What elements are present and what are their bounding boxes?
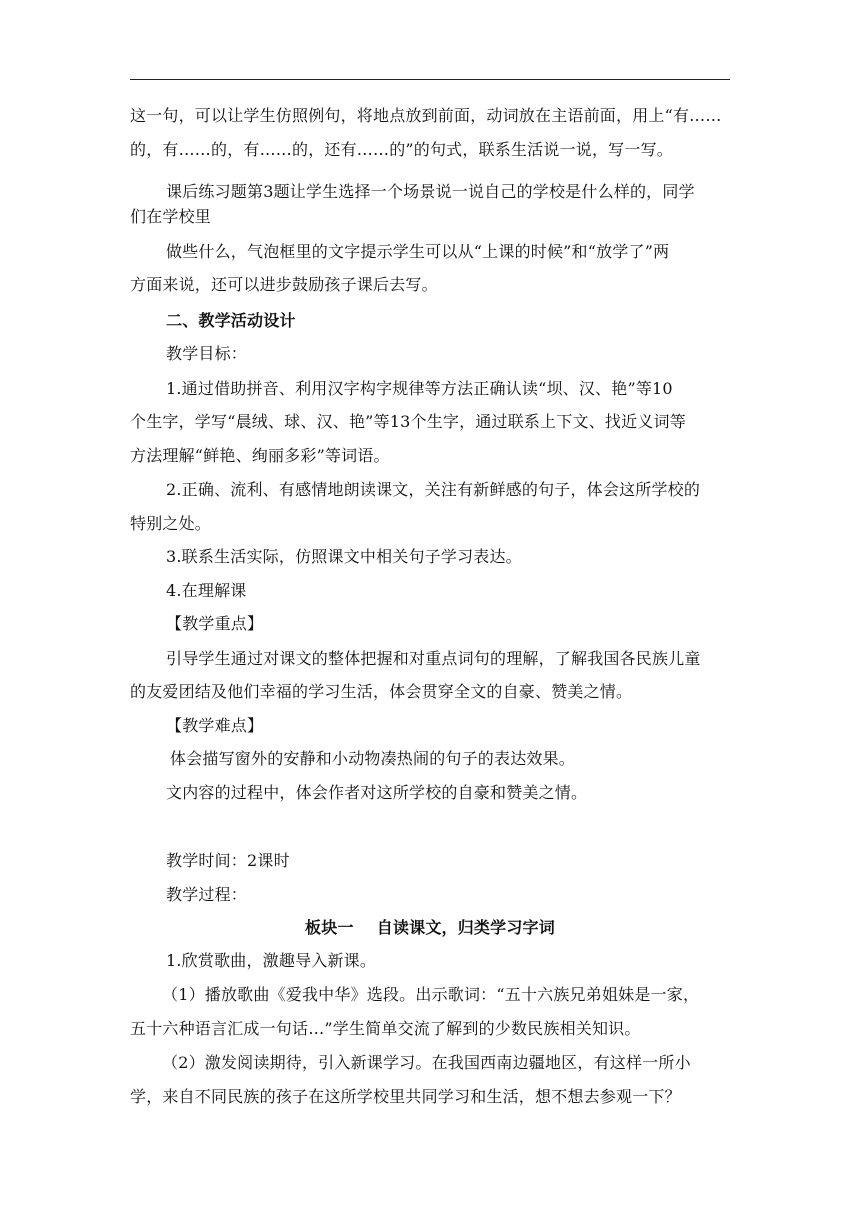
text-line: 文内容的过程中，体会作者对这所学校的自豪和赞美之情。 (166, 783, 588, 802)
text-line: 做些什么，气泡框里的文字提示学生可以从“上课的时候”和“放学了”两 (166, 242, 670, 261)
text-line: （2）激发阅读期待，引入新课学习。在我国西南边疆地区，有这样一所小 (162, 1053, 691, 1072)
text-line: 特别之处。 (130, 514, 212, 533)
block-heading: 板块一 自读课文，归类学习字词 (305, 918, 555, 937)
text-line: 1.通过借助拼音、利用汉字构字规律等方法正确认读“坝、汉、艳”等10 (166, 379, 673, 398)
text-line: （1）播放歌曲《爱我中华》选段。出示歌词：“五十六族兄弟姐妹是一家， (162, 985, 700, 1004)
text-line: 们在学校里 (130, 207, 212, 226)
text-line: 2.正确、流利、有感情地朗读课文，关注有新鲜感的句子，体会这所学校的 (166, 480, 701, 499)
text-line: 个生字，学写“晨绒、球、汉、艳”等13个生字，通过联系上下文、找近义词等 (130, 412, 686, 431)
text-line: 方法理解“鲜艳、绚丽多彩”等词语。 (130, 446, 390, 465)
text-line: 的友爱团结及他们幸福的学习生活，体会贯穿全文的自豪、赞美之情。 (130, 682, 633, 701)
text-line: 3.联系生活实际，仿照课文中相关句子学习表达。 (166, 547, 522, 566)
subheading: 【教学难点】 (166, 716, 264, 735)
text-line: 课后练习题第3题让学生选择一个场景说一说自己的学校是什么样的，同学 (166, 182, 695, 201)
section-heading: 二、教学活动设计 (166, 311, 296, 330)
text-line: 教学目标： (166, 344, 248, 363)
text-line: 学，来自不同民族的孩子在这所学校里共同学习和生活，想不想去参观一下？ (130, 1087, 681, 1106)
text-line: 4.在理解课 (166, 581, 247, 600)
text-line: 体会描写窗外的安静和小动物凑热闹的句子的表达效果。 (170, 749, 576, 768)
text-line: 引导学生通过对课文的整体把握和对重点词句的理解，了解我国各民族儿童 (166, 649, 701, 668)
text-line: 五十六种语言汇成一句话…”学生简单交流了解到的少数民族相关知识。 (130, 1019, 641, 1038)
text-line: 的，有……的，有……的，还有……的”的句式，联系生活说一说，写一写。 (130, 140, 673, 159)
text-line: 教学过程： (166, 885, 248, 904)
text-line: 1.欣赏歌曲，激趣导入新课。 (166, 951, 377, 970)
text-line: 教学时间：2课时 (166, 851, 290, 870)
text-line: 方面来说，还可以进步鼓励孩子课后去写。 (130, 275, 438, 294)
text-line: 这一句，可以让学生仿照例句，将地点放到前面，动词放在主语前面，用上“有…… (130, 106, 722, 125)
header-rule (130, 79, 730, 80)
subheading: 【教学重点】 (166, 614, 264, 633)
